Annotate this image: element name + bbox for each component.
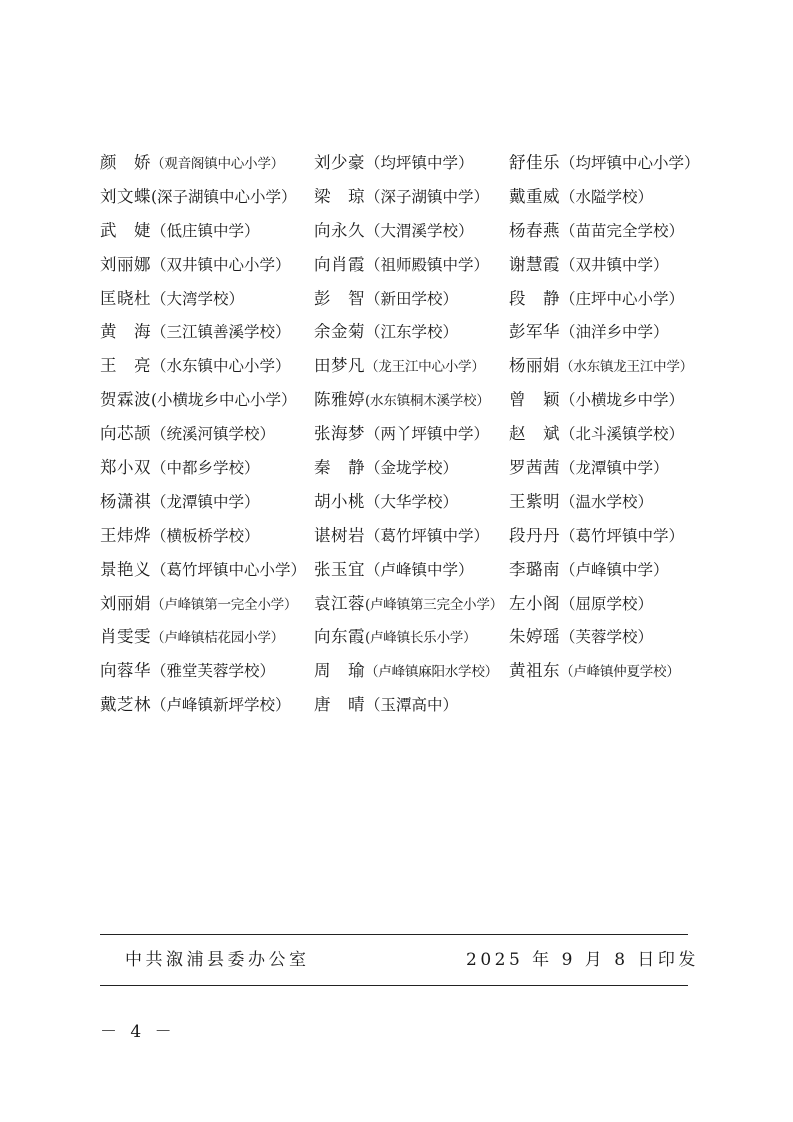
school-name: （两丫坪镇中学） xyxy=(365,425,490,444)
list-item xyxy=(314,417,509,451)
list-item xyxy=(100,248,314,282)
person-name: 秦 静 xyxy=(314,458,365,478)
list-item xyxy=(509,146,700,180)
list-item xyxy=(314,451,509,485)
school-name: （卢峰镇仲夏学校） xyxy=(560,664,680,681)
school-name: （低庄镇中学） xyxy=(151,221,260,240)
school-name: (小横垅乡中心小学） xyxy=(151,391,297,410)
person-name: 郑小双 xyxy=(100,458,151,478)
commendation-name-list xyxy=(100,146,700,722)
person-name: 袁江蓉 xyxy=(314,593,365,613)
school-name: （水东镇中心小学） xyxy=(151,357,291,376)
school-name: （小横垅乡中学） xyxy=(560,391,685,410)
list-item xyxy=(509,248,700,282)
person-name: 刘丽娜 xyxy=(100,254,151,274)
person-name: 匡晓杜 xyxy=(100,288,151,308)
list-item xyxy=(314,146,509,180)
page-number: － 4 － xyxy=(100,1022,176,1042)
person-name: 谢慧霞 xyxy=(509,254,560,274)
person-name: 王炜烨 xyxy=(100,525,151,545)
list-item xyxy=(100,417,314,451)
person-name: 张海梦 xyxy=(314,424,365,444)
person-name: 舒佳乐 xyxy=(509,153,560,172)
list-item xyxy=(100,620,314,654)
list-item xyxy=(509,417,700,451)
list-item xyxy=(314,654,509,688)
person-name: 赵 斌 xyxy=(509,424,560,444)
list-item xyxy=(100,214,314,248)
footer-bottom-rule xyxy=(100,985,688,986)
school-name: （三江镇善溪学校） xyxy=(151,323,291,342)
list-item xyxy=(100,587,314,621)
list-item xyxy=(509,553,700,587)
school-name: （龙潭镇中学） xyxy=(560,459,669,478)
person-name: 刘少豪 xyxy=(314,153,365,172)
school-name: （卢峰镇桔花园小学） xyxy=(151,630,284,647)
list-item xyxy=(509,315,700,349)
school-name: （均坪镇中心小学） xyxy=(560,154,700,172)
list-item xyxy=(100,519,314,553)
person-name: 彭 智 xyxy=(314,288,365,308)
list-item xyxy=(314,519,509,553)
person-name: 李璐南 xyxy=(509,559,560,579)
list-item xyxy=(314,214,509,248)
school-name: （玉潭高中） xyxy=(365,696,459,715)
school-name: （双井镇中心小学） xyxy=(151,255,291,274)
list-item xyxy=(509,383,700,417)
person-name: 王紫明 xyxy=(509,491,560,511)
person-name: 贺霖波 xyxy=(100,390,151,410)
school-name: （均坪镇中学） xyxy=(365,154,474,172)
list-item xyxy=(509,349,700,383)
person-name: 杨丽娟 xyxy=(509,356,560,376)
list-item xyxy=(100,146,314,180)
school-name: （芙蓉学校） xyxy=(560,628,654,647)
school-name: （统溪河镇学校） xyxy=(151,425,276,444)
list-item xyxy=(100,383,314,417)
person-name: 曾 颖 xyxy=(509,390,560,410)
person-name: 黄祖东 xyxy=(509,661,560,681)
school-name: （卢峰镇第一完全小学） xyxy=(151,596,298,613)
person-name: 彭军华 xyxy=(509,322,560,342)
school-name: （屈原学校） xyxy=(560,594,654,613)
person-name: 杨春燕 xyxy=(509,220,560,240)
list-item xyxy=(509,654,700,688)
list-item xyxy=(314,248,509,282)
person-name: 张玉宜 xyxy=(314,559,365,579)
school-name: （葛竹坪镇中心小学） xyxy=(151,560,307,579)
list-item xyxy=(314,587,509,621)
person-name: 段 静 xyxy=(509,288,560,308)
list-item xyxy=(100,282,314,316)
issuing-office: 中共溆浦县委办公室 xyxy=(125,950,310,970)
person-name: 朱婷瑶 xyxy=(509,627,560,647)
list-item xyxy=(314,688,509,722)
list-item xyxy=(100,688,314,722)
person-name: 戴芝林 xyxy=(100,695,151,715)
school-name: （龙潭镇中学） xyxy=(151,492,260,511)
school-name: （油洋乡中学） xyxy=(560,323,669,342)
person-name: 田梦凡 xyxy=(314,356,365,376)
school-name: (深子湖镇中心小学） xyxy=(151,187,297,206)
person-name: 向永久 xyxy=(314,220,365,240)
school-name: （庄坪中心小学） xyxy=(560,289,685,308)
school-name: （深子湖镇中学） xyxy=(365,187,490,206)
person-name: 颜 娇 xyxy=(100,153,151,172)
list-item xyxy=(314,180,509,214)
person-name: 周 瑜 xyxy=(314,661,365,681)
person-name: 余金菊 xyxy=(314,322,365,342)
list-item xyxy=(314,553,509,587)
person-name: 黄 海 xyxy=(100,322,151,342)
school-name: （卢峰镇中学） xyxy=(560,560,669,579)
list-item xyxy=(509,282,700,316)
school-name: （横板桥学校） xyxy=(151,526,260,545)
school-name: （中都乡学校） xyxy=(151,459,260,478)
list-item xyxy=(100,485,314,519)
list-item xyxy=(314,315,509,349)
person-name: 向蓉华 xyxy=(100,661,151,681)
school-name: （雅堂芙蓉学校） xyxy=(151,662,276,681)
person-name: 梁 琼 xyxy=(314,186,365,206)
person-name: 罗茜茜 xyxy=(509,458,560,478)
school-name: （新田学校） xyxy=(365,289,459,308)
person-name: 戴重威 xyxy=(509,186,560,206)
person-name: 向肖霞 xyxy=(314,254,365,274)
footer-top-rule xyxy=(100,934,688,935)
person-name: 杨潇祺 xyxy=(100,491,151,511)
list-item xyxy=(509,214,700,248)
school-name: （金垅学校） xyxy=(365,459,459,478)
person-name: 刘丽娟 xyxy=(100,593,151,613)
person-name: 刘文蝶 xyxy=(100,186,151,206)
school-name: （大渭溪学校） xyxy=(365,221,474,240)
list-item xyxy=(314,349,509,383)
school-name: （龙王江中心小学） xyxy=(365,359,485,376)
school-name: （温水学校） xyxy=(560,492,654,511)
person-name: 肖雯雯 xyxy=(100,627,151,647)
school-name: (卢峰镇第三完全小学） xyxy=(365,596,503,613)
person-name: 左小阁 xyxy=(509,593,560,613)
list-item xyxy=(314,282,509,316)
person-name: 景艳义 xyxy=(100,559,151,579)
school-name: （祖师殿镇中学） xyxy=(365,255,490,274)
person-name: 胡小桃 xyxy=(314,491,365,511)
person-name: 陈雅婷 xyxy=(314,390,365,410)
person-name: 向芯颉 xyxy=(100,424,151,444)
person-name: 谌树岩 xyxy=(314,525,365,545)
school-name: （观音阁镇中心小学） xyxy=(151,156,284,172)
school-name: （双井镇中学） xyxy=(560,255,669,274)
school-name: （大湾学校） xyxy=(151,289,245,308)
list-item xyxy=(314,620,509,654)
list-item xyxy=(100,180,314,214)
school-name: （大华学校） xyxy=(365,492,459,511)
list-item xyxy=(509,620,700,654)
list-item xyxy=(509,519,700,553)
list-item xyxy=(509,180,700,214)
school-name: （葛竹坪镇中学） xyxy=(560,526,685,545)
person-name: 武 婕 xyxy=(100,220,151,240)
school-name: (卢峰镇长乐小学） xyxy=(365,630,477,647)
list-item xyxy=(100,315,314,349)
school-name: （水东镇龙王江中学） xyxy=(560,359,693,376)
person-name: 王 亮 xyxy=(100,356,151,376)
list-item xyxy=(509,451,700,485)
school-name: （卢峰镇新坪学校） xyxy=(151,696,291,715)
list-item xyxy=(100,654,314,688)
list-item xyxy=(100,553,314,587)
person-name: 向东霞 xyxy=(314,627,365,647)
school-name: （江东学校） xyxy=(365,323,459,342)
school-name: （苗苗完全学校） xyxy=(560,221,685,240)
school-name: （水隘学校） xyxy=(560,187,654,206)
school-name: （卢峰镇麻阳水学校） xyxy=(365,664,498,681)
person-name: 唐 晴 xyxy=(314,695,365,715)
list-item xyxy=(314,485,509,519)
person-name: 段丹丹 xyxy=(509,525,560,545)
school-name: (水东镇桐木溪学校） xyxy=(365,393,490,410)
school-name: （北斗溪镇学校） xyxy=(560,425,685,444)
list-item xyxy=(314,383,509,417)
list-item xyxy=(509,485,700,519)
list-item xyxy=(100,451,314,485)
list-item xyxy=(100,349,314,383)
school-name: （卢峰镇中学） xyxy=(365,560,474,579)
list-item xyxy=(509,587,700,621)
school-name: （葛竹坪镇中学） xyxy=(365,526,490,545)
issue-date: 2025 年 9 月 8 日印发 xyxy=(466,950,699,970)
